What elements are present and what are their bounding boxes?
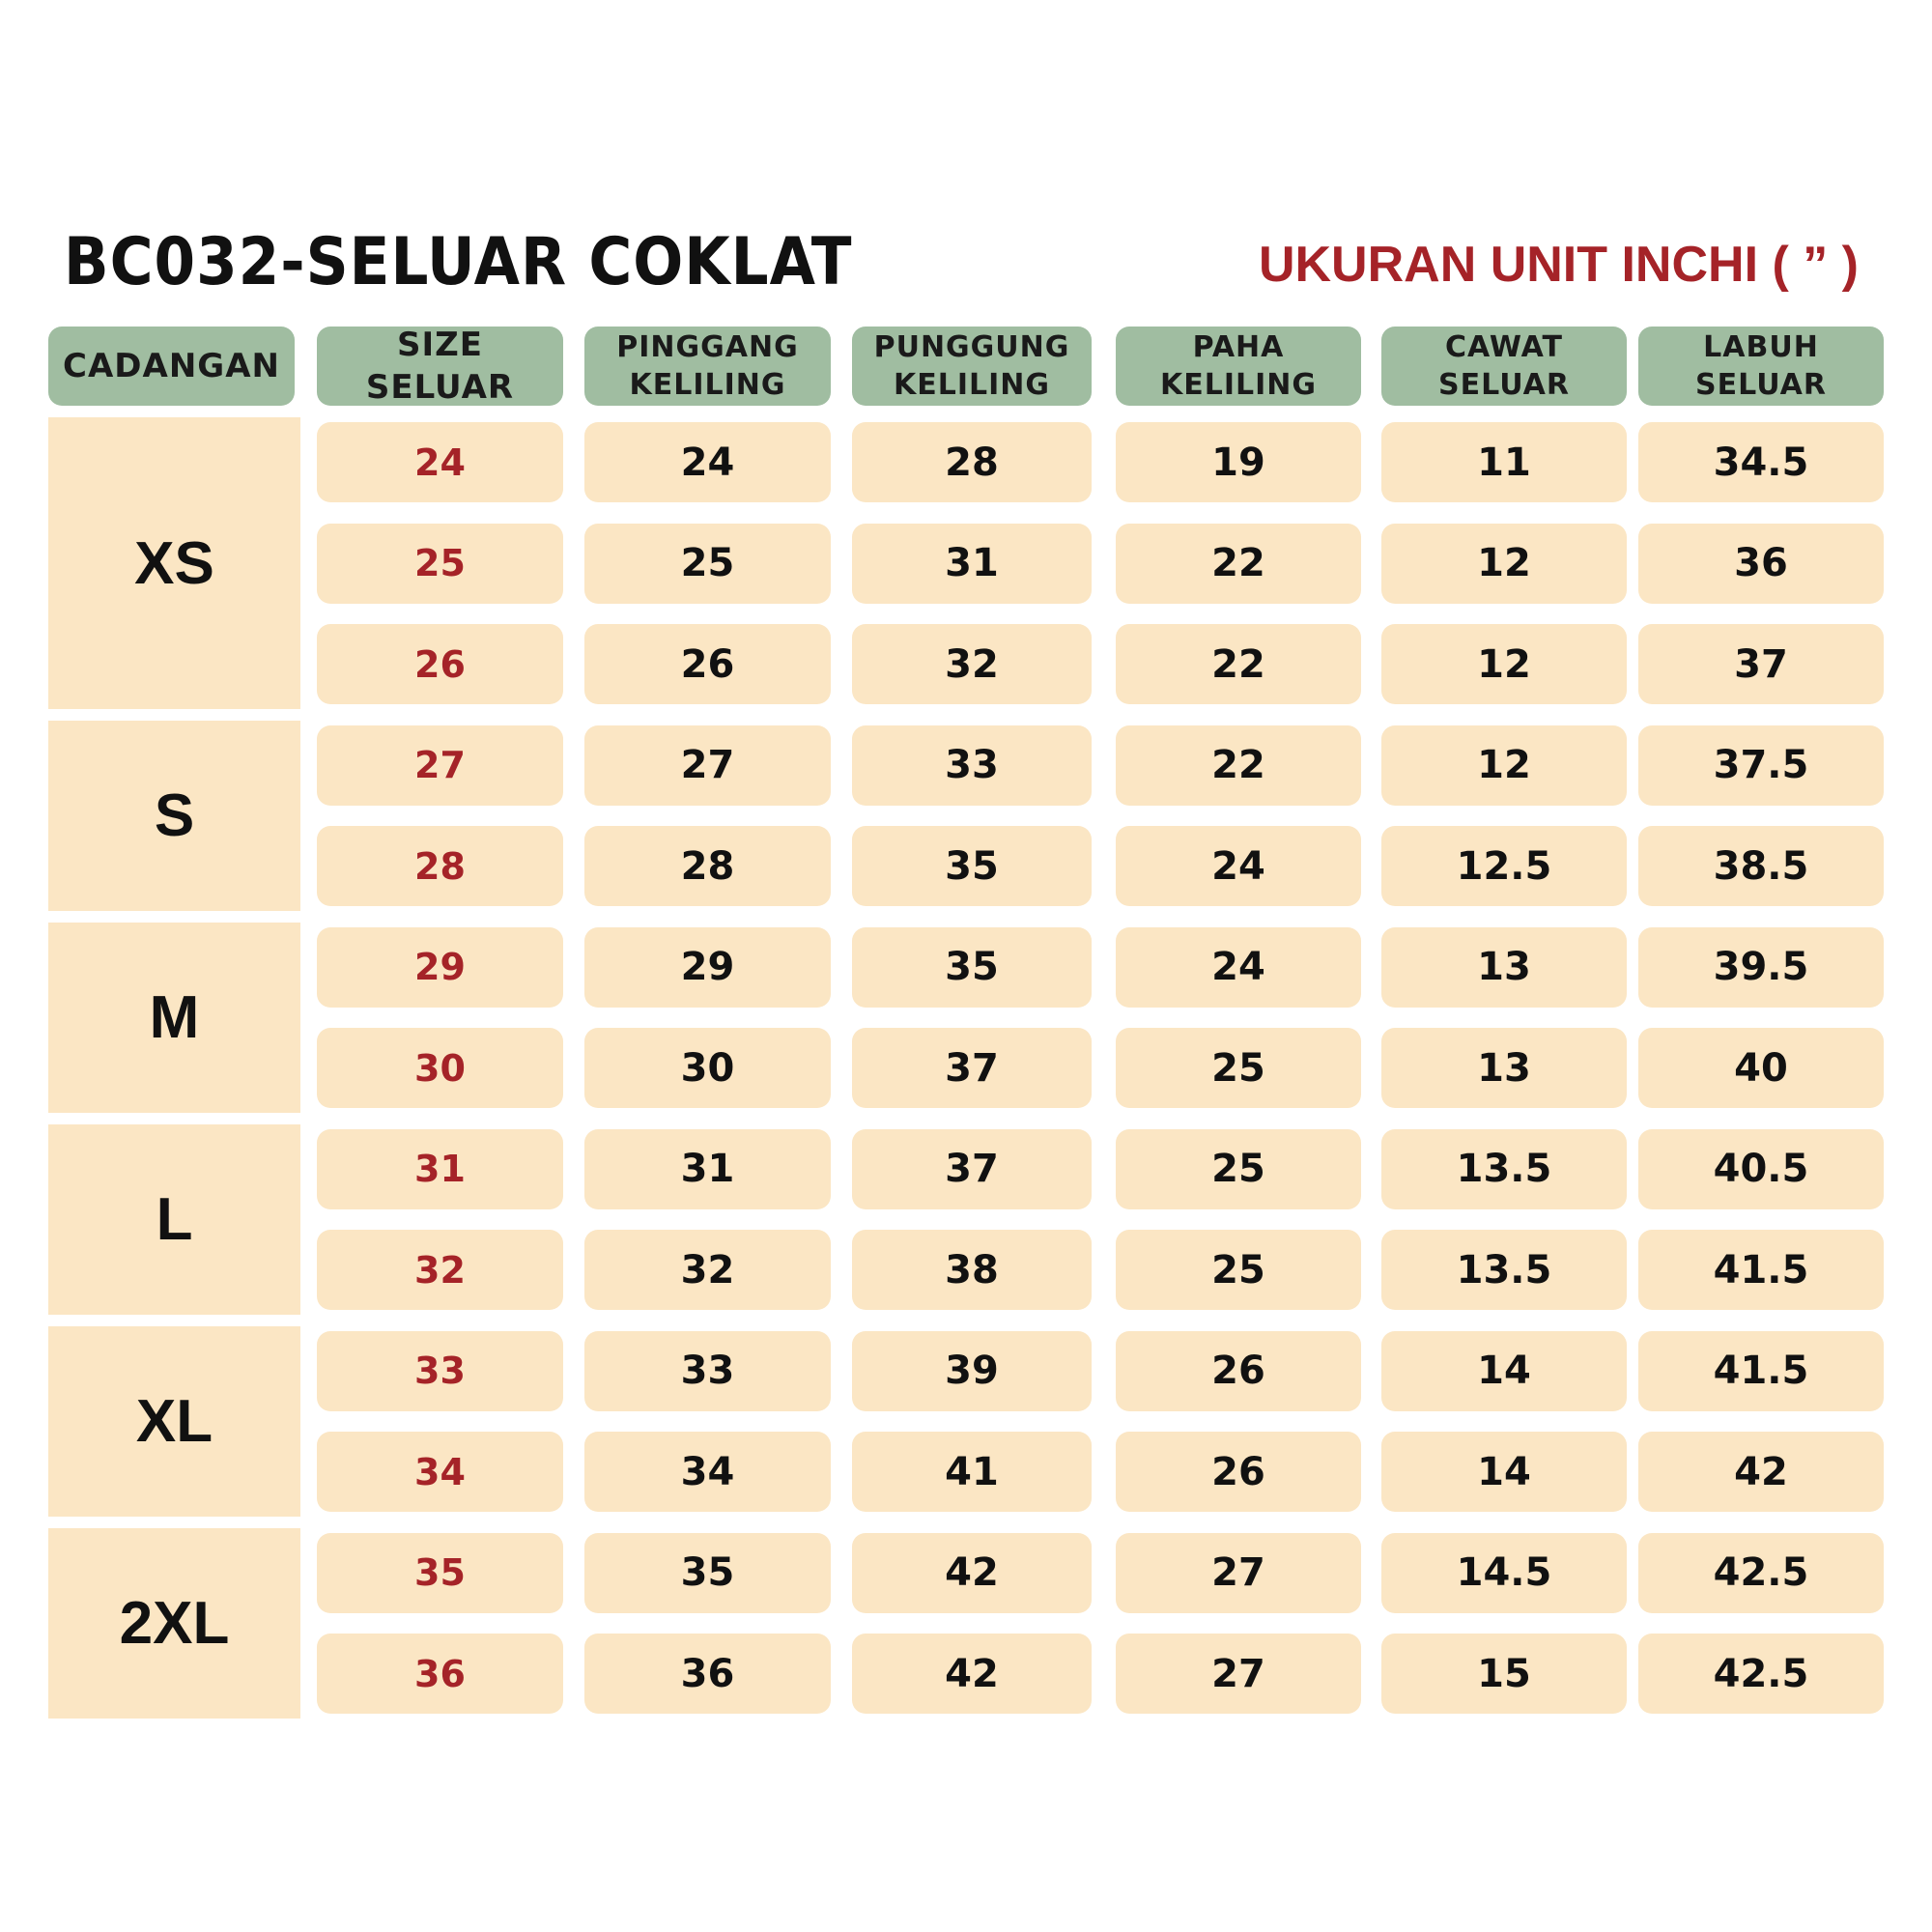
cell-labuh: 41.5 [1638, 1331, 1884, 1411]
column-header-cadangan: CADANGAN [48, 327, 295, 406]
cell-labuh: 36 [1638, 524, 1884, 604]
cell-punggung: 33 [852, 725, 1092, 806]
cell-paha: 24 [1116, 927, 1361, 1008]
cell-size: 36 [317, 1634, 563, 1714]
cell-size: 24 [317, 422, 563, 502]
cell-pinggang: 31 [584, 1129, 831, 1209]
cell-punggung: 42 [852, 1634, 1092, 1714]
cell-labuh: 37.5 [1638, 725, 1884, 806]
cell-pinggang: 30 [584, 1028, 831, 1108]
cell-paha: 22 [1116, 624, 1361, 704]
cell-cawat: 13.5 [1381, 1230, 1627, 1310]
cell-cawat: 12.5 [1381, 826, 1627, 906]
cell-cawat: 14 [1381, 1331, 1627, 1411]
cell-pinggang: 24 [584, 422, 831, 502]
cell-cawat: 14 [1381, 1432, 1627, 1512]
cell-labuh: 40 [1638, 1028, 1884, 1108]
column-header-size: SIZE SELUAR [317, 327, 563, 406]
cell-labuh: 41.5 [1638, 1230, 1884, 1310]
cell-paha: 26 [1116, 1331, 1361, 1411]
cadangan-cell: XS [48, 417, 300, 709]
cell-punggung: 38 [852, 1230, 1092, 1310]
cell-pinggang: 28 [584, 826, 831, 906]
cell-punggung: 37 [852, 1028, 1092, 1108]
cell-punggung: 41 [852, 1432, 1092, 1512]
cadangan-cell: 2XL [48, 1528, 300, 1719]
cell-size: 33 [317, 1331, 563, 1411]
cell-pinggang: 25 [584, 524, 831, 604]
cell-punggung: 28 [852, 422, 1092, 502]
cell-pinggang: 35 [584, 1533, 831, 1613]
cell-size: 32 [317, 1230, 563, 1310]
cell-size: 26 [317, 624, 563, 704]
cell-labuh: 37 [1638, 624, 1884, 704]
cell-punggung: 37 [852, 1129, 1092, 1209]
page-title: BC032-SELUAR COKLAT [64, 224, 853, 300]
cell-pinggang: 36 [584, 1634, 831, 1714]
cell-punggung: 32 [852, 624, 1092, 704]
cell-cawat: 13 [1381, 927, 1627, 1008]
cell-cawat: 12 [1381, 524, 1627, 604]
cadangan-cell: XL [48, 1326, 300, 1518]
cell-size: 34 [317, 1432, 563, 1512]
cell-labuh: 39.5 [1638, 927, 1884, 1008]
cell-labuh: 42 [1638, 1432, 1884, 1512]
cell-size: 25 [317, 524, 563, 604]
cell-labuh: 38.5 [1638, 826, 1884, 906]
cell-size: 29 [317, 927, 563, 1008]
cell-paha: 22 [1116, 725, 1361, 806]
cell-size: 35 [317, 1533, 563, 1613]
cell-pinggang: 26 [584, 624, 831, 704]
cell-cawat: 12 [1381, 725, 1627, 806]
cell-pinggang: 34 [584, 1432, 831, 1512]
cell-cawat: 13.5 [1381, 1129, 1627, 1209]
cell-paha: 24 [1116, 826, 1361, 906]
cell-paha: 19 [1116, 422, 1361, 502]
column-header-pinggang: PINGGANG KELILING [584, 327, 831, 406]
column-header-punggung: PUNGGUNG KELILING [852, 327, 1092, 406]
column-header-labuh: LABUH SELUAR [1638, 327, 1884, 406]
cell-cawat: 13 [1381, 1028, 1627, 1108]
cell-paha: 25 [1116, 1129, 1361, 1209]
cell-cawat: 11 [1381, 422, 1627, 502]
cell-labuh: 40.5 [1638, 1129, 1884, 1209]
cell-size: 31 [317, 1129, 563, 1209]
column-header-paha: PAHA KELILING [1116, 327, 1361, 406]
cell-pinggang: 29 [584, 927, 831, 1008]
cell-punggung: 39 [852, 1331, 1092, 1411]
cell-punggung: 31 [852, 524, 1092, 604]
cadangan-cell: L [48, 1124, 300, 1316]
cell-cawat: 14.5 [1381, 1533, 1627, 1613]
cell-size: 30 [317, 1028, 563, 1108]
cell-paha: 26 [1116, 1432, 1361, 1512]
cell-cawat: 15 [1381, 1634, 1627, 1714]
cell-size: 27 [317, 725, 563, 806]
cadangan-cell: M [48, 923, 300, 1114]
column-header-cawat: CAWAT SELUAR [1381, 327, 1627, 406]
cell-size: 28 [317, 826, 563, 906]
cell-pinggang: 33 [584, 1331, 831, 1411]
cell-paha: 25 [1116, 1230, 1361, 1310]
cell-paha: 25 [1116, 1028, 1361, 1108]
cell-paha: 27 [1116, 1634, 1361, 1714]
unit-note: UKURAN UNIT INCHI ( ” ) [1258, 237, 1859, 293]
cell-punggung: 35 [852, 826, 1092, 906]
cell-labuh: 42.5 [1638, 1533, 1884, 1613]
cell-labuh: 42.5 [1638, 1634, 1884, 1714]
cadangan-cell: S [48, 721, 300, 912]
cell-punggung: 42 [852, 1533, 1092, 1613]
cell-pinggang: 32 [584, 1230, 831, 1310]
cell-punggung: 35 [852, 927, 1092, 1008]
cell-cawat: 12 [1381, 624, 1627, 704]
cell-paha: 27 [1116, 1533, 1361, 1613]
cell-paha: 22 [1116, 524, 1361, 604]
cell-pinggang: 27 [584, 725, 831, 806]
cell-labuh: 34.5 [1638, 422, 1884, 502]
